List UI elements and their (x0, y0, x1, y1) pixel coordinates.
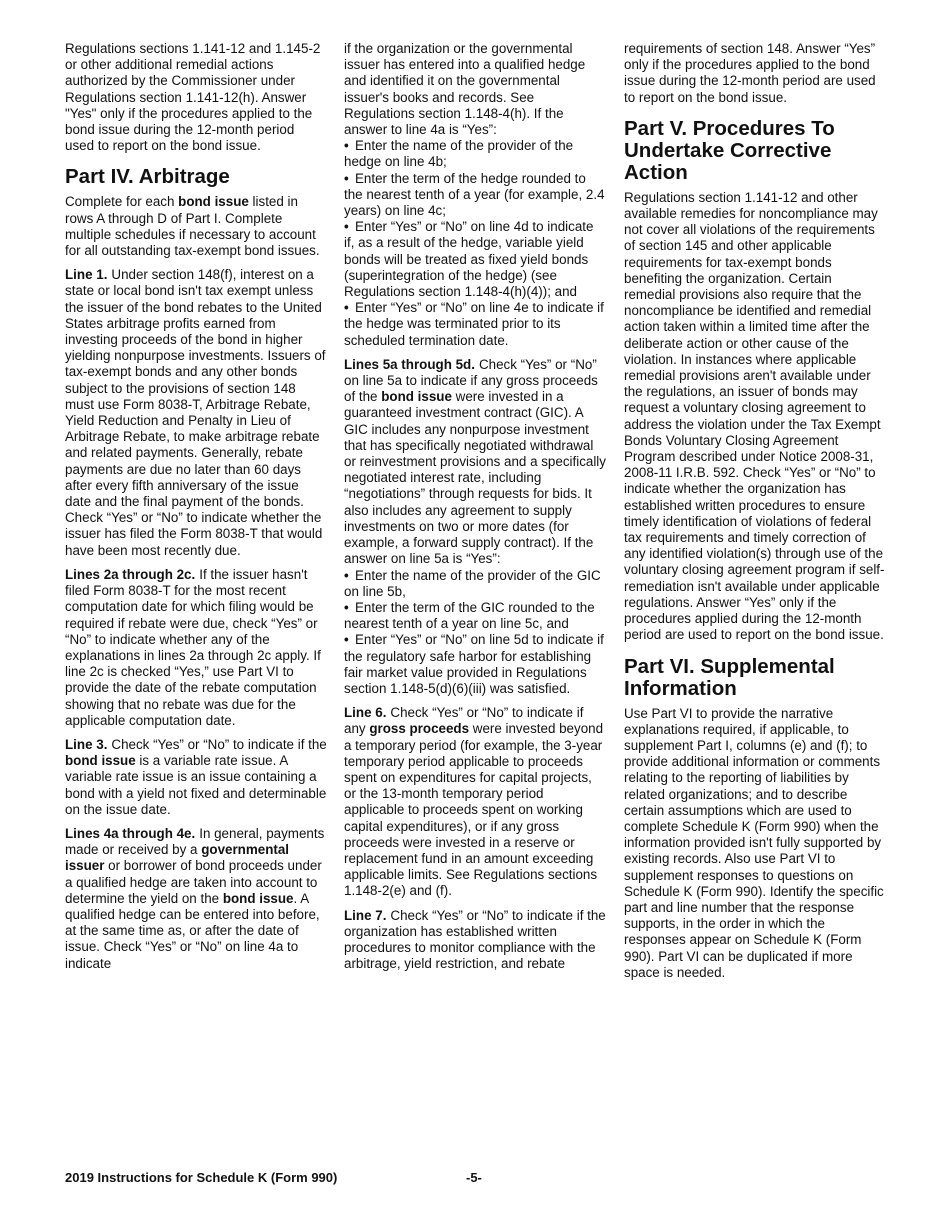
bullet-icon: • (344, 567, 349, 583)
line-7-lead: Line 7. (344, 907, 387, 923)
bullet-icon: • (344, 138, 349, 154)
page-number: -5- (466, 1170, 482, 1185)
footer-title: 2019 Instructions for Schedule K (Form 990) (65, 1170, 338, 1185)
bullet-icon: • (344, 219, 349, 235)
lines-2a-2c-paragraph: Lines 2a through 2c. If the issuer hasn't filed Form 8038-T for the most recent computation date for which filing would be required if rebate were due, check “Yes” or “No” to indicate whether any of the explanations in lines 2a through 2c apply. If line 2c is checked “Yes,” use Part VI to provide the date of the rebate computation showing that no rebate was due for the applicable computation date. (65, 566, 321, 728)
bullet-icon: • (344, 170, 349, 186)
line-6-lead: Line 6. (344, 705, 387, 721)
bullet-icon: • (344, 300, 349, 316)
line-3-lead: Line 3. (65, 736, 108, 752)
line-7-paragraph: Line 7. Check “Yes” or “No” to indicate if the organization has established written procedures to monitor compliance with the arbitrage, yield restriction, and rebate (344, 907, 606, 972)
line-1-paragraph: Line 1. Under section 148(f), interest on a state or local bond isn't tax exempt unless the issuer of the bond rebates to the United States arbitrage profits earned from investing proceeds of the bond in higher yielding nonpurpose investments. Issuers of tax-exempt bonds and any other bonds subject to the provisions of section 148 must use Form 8038-T, Arbitrage Rebate, Yield Reduction and Penalty in Lieu of Arbitrage Rebate, to make arbitrage rebate and related payments. Generally, rebate payments are due no later than 60 days after every fifth anniversary of the issue date and the final payment of the bonds. Check “Yes” or “No” to indicate whether the issuer has filed the Form 8038-T that would have been most recently due. (65, 267, 326, 558)
line-7-continued: requirements of section 148. Answer “Yes” only if the procedures applied to the bond issue during the 12-month period are used to report on the bond issue. (624, 41, 876, 105)
part-iv-heading: Part IV. Arbitrage (65, 165, 230, 189)
column-1 (65, 41, 327, 972)
bullet-icon: • (344, 632, 349, 648)
lines-5a-5d-paragraph: Lines 5a through 5d. Check “Yes” or “No” on line 5a to indicate if any gross proceeds of the bond issue were invested in a guaranteed investment contract (GIC). A GIC includes any nonpurpose investment that has specifically negotiated withdrawal or reinvestment provisions and a specifically negotiated interest rate, including “negotiations” through requests for bids. It also includes any agreement to supply investments on two or more dates (for example, a forward supply contract). If the answer on line 5a is “Yes”: (344, 356, 606, 567)
line-1-lead: Line 1. (65, 267, 108, 283)
line-3-paragraph: Line 3. Check “Yes” or “No” to indicate if the bond issue is a variable rate issue. A variable rate issue is an issue containing a bond with a yield not fixed and determinable on the issue date. (65, 736, 327, 817)
lines-5-lead: Lines 5a through 5d. (344, 356, 475, 372)
part-vi-heading: Part VI. Supplemental Information (624, 654, 835, 700)
part-vi-paragraph: Use Part VI to provide the narrative explanations required, if applicable, to supplement Part I, columns (e) and (f); to provide additional information or comments relating to the reporting of liabilities by related organizations; and to describe certain assumptions which are used to complete Schedule K (Form 990) when the information provided isn't fully supported by existing records. Also use Part VI to supplement responses to questions on Schedule K (Form 990). Identify the specific part and line number that the response supports, in the order in which the responses appear on Schedule K (Form 990). Part VI can be duplicated if more space is needed. (624, 705, 884, 980)
line-6-paragraph: Line 6. Check “Yes” or “No” to indicate if any gross proceeds were invested beyond a temporary period (for example, the 3-year temporary period applicable to proceeds spent on expenditures for capital projects, or the 13-month temporary period applicable to proceeds spent on working capital expenditures), or if any gross proceeds were invested in a reserve or replacement fund in an amount exceeding applicable limits. See Regulations sections 1.148-2(e) and (f). (344, 705, 604, 899)
part-iv-intro: Complete for each bond issue listed in rows A through D of Part I. Complete multiple schedules if necessary to account for all outstanding tax-exempt bond issues. (65, 194, 320, 259)
list-item: • Enter “Yes” or “No” on line 5d to indicate if the regulatory safe harbor for establishing fair market value provided in Regulations section 1.148-5(d)(6)(iii) was satisfied. (344, 632, 604, 696)
bond-issue-term: bond issue (178, 194, 249, 210)
lines-4-bullet-list (344, 138, 606, 349)
lines-2-lead: Lines 2a through 2c. (65, 566, 196, 582)
list-item: • Enter “Yes” or “No” on line 4d to indicate if, as a result of the hedge, variable yield bonds will be treated as fixed yield bonds (superintegration of the hedge) (see Regulations section 1.148-4(h)(4)); and (344, 219, 594, 300)
lines-4a-4e-paragraph: Lines 4a through 4e. In general, payments made or received by a governmental issuer or borrower of bond proceeds under a qualified hedge are taken into account to determine the yield on the bond issue. A qualified hedge can be entered into before, at the same time as, or after the date of issue. Check “Yes” or “No” on line 4a to indicate (65, 825, 325, 971)
column-3 (624, 41, 886, 989)
lines-4-continued: if the organization or the governmental issuer has entered into a qualified hedge and identified it on the governmental issuer's books and records. See Regulations section 1.148-4(h). If the answer to line 4a is “Yes”: (344, 41, 586, 138)
part-v-paragraph: Regulations section 1.141-12 and other available remedies for noncompliance may not cover all violations of the requirements of section 145 and other applicable requirements for tax-exempt bonds benefiting the organization. Certain remedial provisions also require that the noncompliance be identified and remedial action taken within a limited time after the deliberate action or other cause of the violation. In instances where applicable remedial provisions aren't available under the regulations, an issuer of bonds may request a voluntary closing agreement to address the violation under the Tax Exempt Bonds Voluntary Closing Agreement Program described under Notice 2008-31, 2008-11 I.R.B. 592. Check “Yes” or “No” to indicate whether the organization has established written procedures to ensure timely identification of violations of federal tax requirements and timely correction of any identified violation(s) through use of the voluntary closing agreement program if self-remediation isn't available under applicable regulations. Answer “Yes” only if the procedures applied during the 12-month period are used to report on the bond issue. (624, 189, 885, 643)
list-item: • Enter the name of the provider of the GIC on line 5b, (344, 567, 601, 599)
column-2 (344, 41, 606, 972)
list-item: • Enter the name of the provider of the hedge on line 4b; (344, 138, 574, 170)
part-v-heading: Part V. Procedures To Undertake Corrective Action (624, 116, 835, 184)
list-item: • Enter “Yes” or “No” on line 4e to indicate if the hedge was terminated prior to its scheduled termination date. (344, 300, 604, 348)
lines-4-lead: Lines 4a through 4e. (65, 825, 196, 841)
intro-paragraph: Regulations sections 1.141-12 and 1.145-2 or other additional remedial actions authorized by the Commissioner under Regulations section 1.141-12(h). Answer "Yes" only if the procedures applied to the bond issue during the 12-month period used to report on the bond issue. (65, 41, 321, 154)
lines-5-bullet-list (344, 568, 606, 698)
list-item: • Enter the term of the GIC rounded to the nearest tenth of a year on line 5c, and (344, 599, 595, 632)
list-item: • Enter the term of the hedge rounded to the nearest tenth of a year (for example, 2.4 years) on line 4c; (344, 170, 605, 219)
bullet-icon: • (344, 599, 349, 615)
